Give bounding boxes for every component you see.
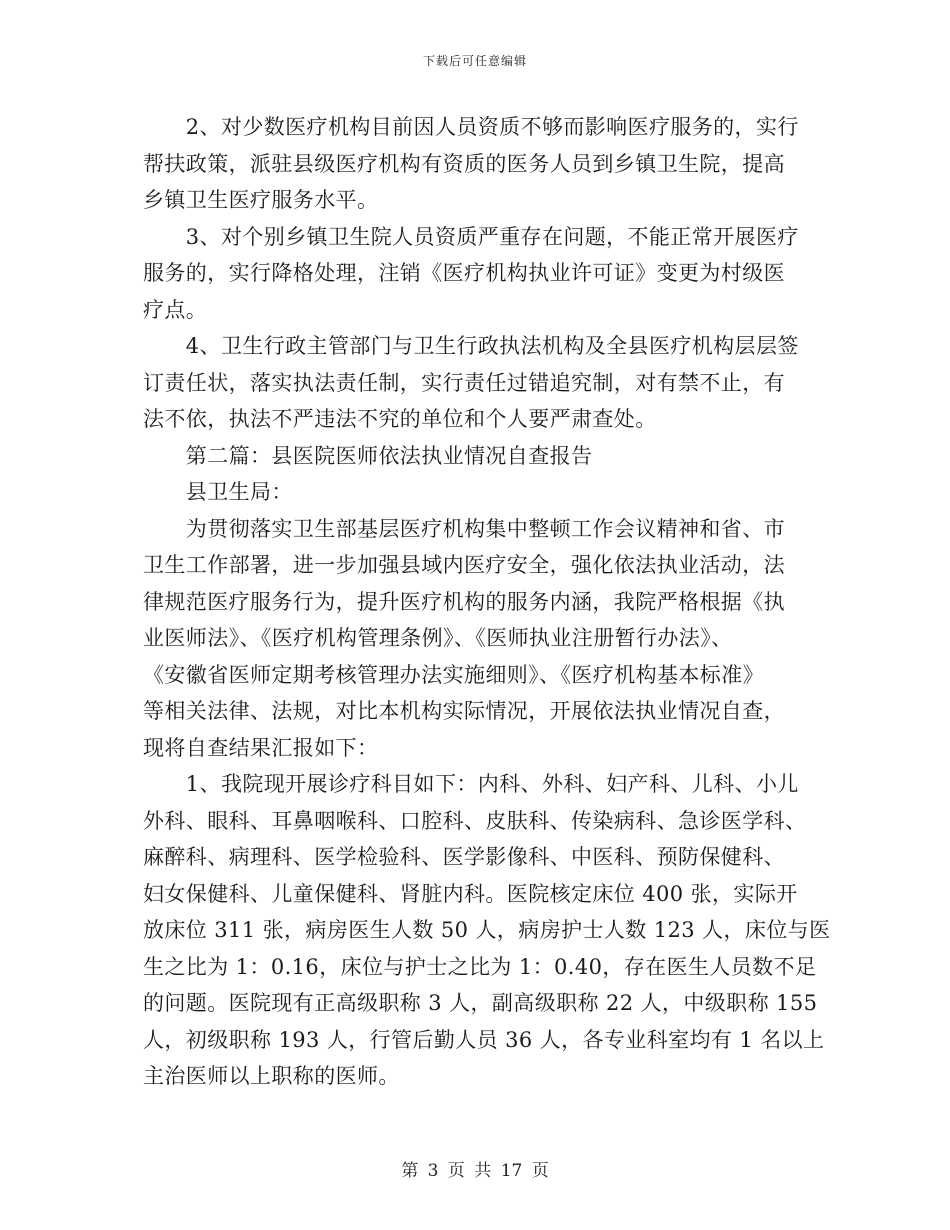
text-line: 帮扶政策，派驻县级医疗机构有资质的医务人员到乡镇卫生院，提高 (143, 151, 785, 176)
text-line: 的问题。医院现有正高级职称 3 人，副高级职称 22 人，中级职称 155 (143, 991, 818, 1015)
text-line: 外科、眼科、耳鼻咽喉科、口腔科、皮肤科、传染病科、急诊医学科、 (143, 808, 807, 833)
text-line: 现将自查结果汇报如下： (143, 735, 379, 760)
document-body (143, 109, 831, 1095)
text-line: 3、对个别乡镇卫生院人员资质严重存在问题，不能正常开展医疗 (143, 224, 799, 249)
page-number-footer: 第 3 页 共 17 页 (401, 1161, 549, 1181)
text-line: 《安徽省医师定期考核管理办法实施细则》、《医疗机构基本标准》 (143, 662, 764, 687)
text-line: 4、卫生行政主管部门与卫生行政执法机构及全县医疗机构层层签 (143, 334, 799, 358)
text-line: 业医师法》、《医疗机构管理条例》、《医师执业注册暂行办法》、 (143, 626, 733, 650)
page-header: 下载后可任意编辑 (422, 54, 527, 68)
text-line: 麻醉科、病理科、医学检验科、医学影像科、中医科、预防保健科、 (143, 845, 785, 869)
text-line: 主治医师以上职称的医师。 (143, 1064, 400, 1088)
text-line: 放床位 311 张，病房医生人数 50 人，病房护士人数 123 人，床位与医 (143, 918, 831, 942)
text-line: 生之比为 1：0.16，床位与护士之比为 1：0.40，存在医生人员数不足 (143, 954, 817, 979)
text-line: 卫生工作部署，进一步加强县域内医疗安全，强化依法执业活动，法 (143, 553, 785, 577)
text-line: 人，初级职称 193 人，行管后勤人员 36 人，各专业科室均有 1 名以上 (143, 1027, 825, 1052)
section-heading: 第二篇：县医院医师依法执业情况自查报告 (143, 443, 593, 468)
text-line: 1、我院现开展诊疗科目如下：内科、外科、妇产科、儿科、小儿 (143, 772, 799, 796)
text-line: 律规范医疗服务行为，提升医疗机构的服务内涵，我院严格根据《执 (143, 589, 785, 614)
text-line: 法不依，执法不严违法不究的单位和个人要严肃查处。 (143, 407, 657, 431)
text-line: 等相关法律、法规，对比本机构实际情况，开展依法执业情况自查， (143, 699, 785, 723)
text-line: 妇女保健科、儿童保健科、肾脏内科。医院核定床位 400 张，实际开 (143, 881, 798, 906)
text-line: 为贯彻落实卫生部基层医疗机构集中整顿工作会议精神和省、市 (143, 516, 785, 541)
text-line: 疗点。 (143, 297, 208, 322)
text-line: 订责任状，落实执法责任制，实行责任过错追究制，对有禁不止，有 (143, 370, 785, 395)
text-line: 2、对少数医疗机构目前因人员资质不够而影响医疗服务的，实行 (143, 115, 799, 139)
text-line: 乡镇卫生医疗服务水平。 (143, 188, 379, 212)
salutation: 县卫生局： (143, 480, 293, 504)
text-line: 服务的，实行降格处理，注销《医疗机构执业许可证》变更为村级医 (143, 261, 785, 285)
